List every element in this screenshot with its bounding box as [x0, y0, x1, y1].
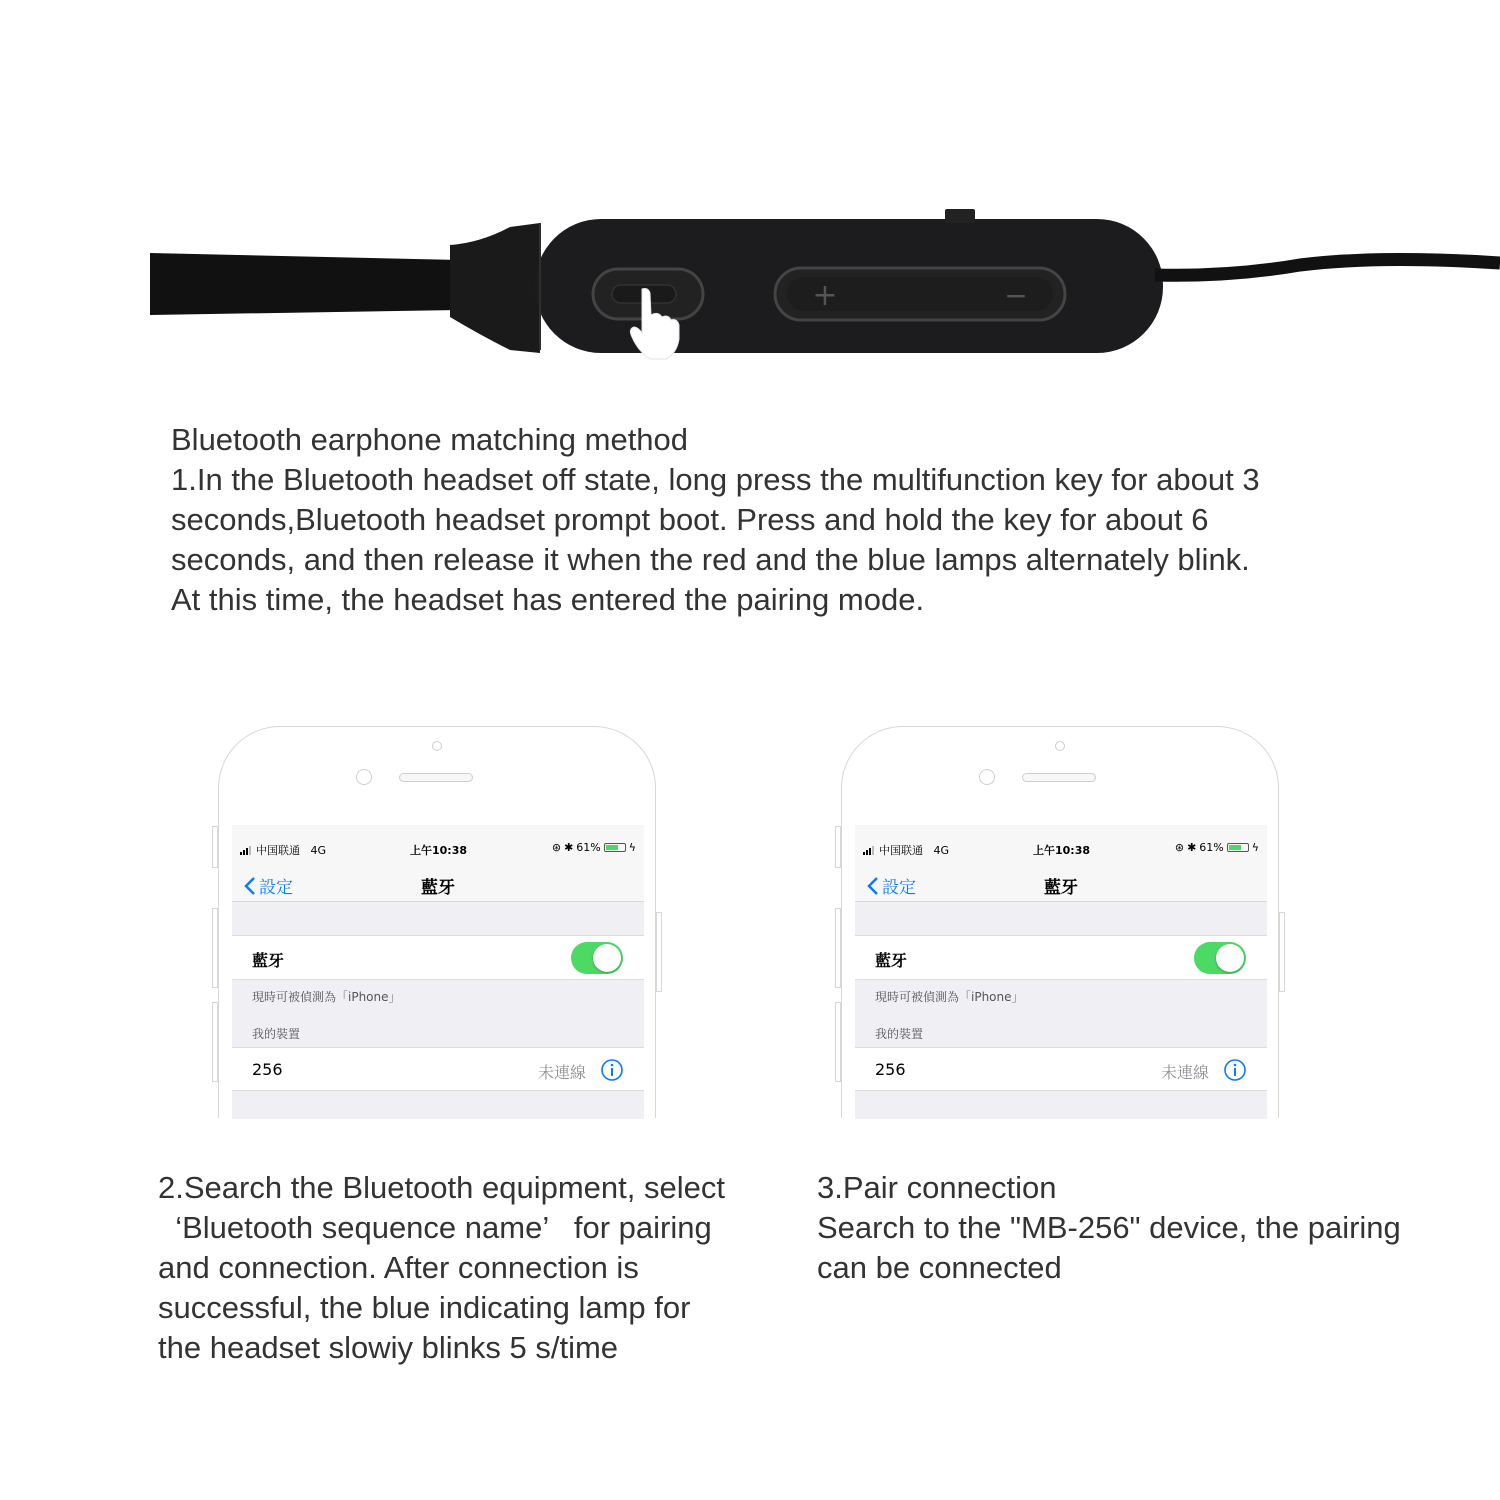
- carrier: [863, 842, 949, 858]
- info-icon[interactable]: [1223, 1058, 1247, 1082]
- device-row[interactable]: [232, 1047, 644, 1091]
- my-devices-header: 我的裝置: [875, 1027, 924, 1041]
- bluetooth-icon: ✱: [1187, 841, 1197, 854]
- step-2-line: successful, the blue indicating lamp for: [158, 1290, 691, 1325]
- right-cable: [1155, 259, 1500, 275]
- proximity-sensor: [1055, 741, 1065, 751]
- instructions-line: seconds,Bluetooth headset prompt boot. Press and hold the key for about 6: [171, 502, 1209, 537]
- device-state: 未連線: [1161, 1063, 1210, 1082]
- back-label: 設定: [259, 878, 293, 898]
- bluetooth-settings-screen: [232, 825, 644, 1119]
- left-cable: [150, 253, 460, 315]
- step-2-line: and connection. After connection is: [158, 1250, 639, 1285]
- network-type: 4G: [933, 844, 950, 857]
- step-2-line: ‘Bluetooth sequence name’ for pairing: [158, 1210, 712, 1245]
- status-time: 上午10:38: [410, 844, 468, 857]
- phone-mockup-2: [841, 726, 1281, 1118]
- battery-percent: 61%: [576, 841, 601, 854]
- carrier-name: 中国联通: [879, 844, 923, 857]
- bluetooth-row: [232, 935, 644, 980]
- phone-body: [841, 726, 1279, 1118]
- device-state: 未連線: [538, 1063, 587, 1082]
- status-right: [1175, 841, 1259, 854]
- battery-icon: [604, 843, 626, 852]
- step-2-line: 2.Search the Bluetooth equipment, select: [158, 1170, 725, 1205]
- battery-icon: [1227, 843, 1249, 852]
- bluetooth-settings-screen: [855, 825, 1267, 1119]
- network-type: 4G: [310, 844, 327, 857]
- status-time: 上午10:38: [1033, 844, 1091, 857]
- volume-minus-icon: −: [1004, 279, 1028, 312]
- back-label: 設定: [882, 878, 916, 898]
- phone-mockup-1: [218, 726, 658, 1118]
- step-3-line: 3.Pair connection: [817, 1170, 1057, 1205]
- battery-percent: 61%: [1199, 841, 1224, 854]
- front-camera-icon: [979, 769, 995, 785]
- charging-icon: ϟ: [628, 841, 636, 854]
- step-3-line: can be connected: [817, 1250, 1062, 1285]
- discoverable-note: 現時可被偵測為「iPhone」: [252, 990, 401, 1004]
- my-devices-header: 我的裝置: [252, 1027, 301, 1041]
- phone-body: [218, 726, 656, 1118]
- info-icon[interactable]: [600, 1058, 624, 1082]
- nav-title: 藍牙: [1044, 878, 1078, 898]
- rotation-lock-icon: ⊛: [551, 841, 562, 854]
- carrier-name: 中国联通: [256, 844, 300, 857]
- step-3-line: Search to the "MB-256" device, the pairing: [817, 1210, 1401, 1245]
- volume-plus-icon: +: [812, 278, 838, 313]
- earpiece-speaker: [1022, 773, 1096, 782]
- headset-remote-illustration: [150, 205, 1500, 365]
- status-bar: [232, 825, 644, 869]
- device-name: 256: [252, 1060, 283, 1079]
- signal-bars-icon: [240, 846, 254, 855]
- carrier: [240, 842, 326, 858]
- instructions-line: At this time, the headset has entered the pairing mode.: [171, 582, 925, 617]
- earpiece-speaker: [399, 773, 473, 782]
- discoverable-note: 現時可被偵測為「iPhone」: [875, 990, 1024, 1004]
- bluetooth-icon: ✱: [564, 841, 574, 854]
- instructions-line: seconds, and then release it when the red and the blue lamps alternately blink.: [171, 542, 1250, 577]
- front-camera-icon: [356, 769, 372, 785]
- nav-bar: [232, 869, 644, 902]
- step-2-line: the headset slowiy blinks 5 s/time: [158, 1330, 619, 1365]
- proximity-sensor: [432, 741, 442, 751]
- status-bar: [855, 825, 1267, 869]
- nav-title: 藍牙: [421, 878, 455, 898]
- signal-bars-icon: [863, 846, 877, 855]
- bluetooth-row: [855, 935, 1267, 980]
- rotation-lock-icon: ⊛: [1174, 841, 1185, 854]
- charging-icon: ϟ: [1251, 841, 1259, 854]
- status-right: [552, 841, 636, 854]
- cable-connector: [450, 223, 540, 353]
- phone-power-button: [1279, 912, 1285, 992]
- pairing-instructions: [171, 420, 1401, 620]
- phone-power-button: [656, 912, 662, 992]
- instructions-line: 1.In the Bluetooth headset off state, long press the multifunction key for about 3: [171, 462, 1260, 497]
- nav-bar: [855, 869, 1267, 902]
- bluetooth-label: 藍牙: [875, 951, 908, 970]
- bluetooth-toggle[interactable]: [1194, 942, 1246, 974]
- bluetooth-label: 藍牙: [252, 951, 285, 970]
- bluetooth-toggle[interactable]: [571, 942, 623, 974]
- step-2-description: [158, 1168, 758, 1368]
- device-row[interactable]: [855, 1047, 1267, 1091]
- instructions-title: Bluetooth earphone matching method: [171, 422, 689, 457]
- device-name: 256: [875, 1060, 906, 1079]
- step-3-description: [817, 1168, 1457, 1288]
